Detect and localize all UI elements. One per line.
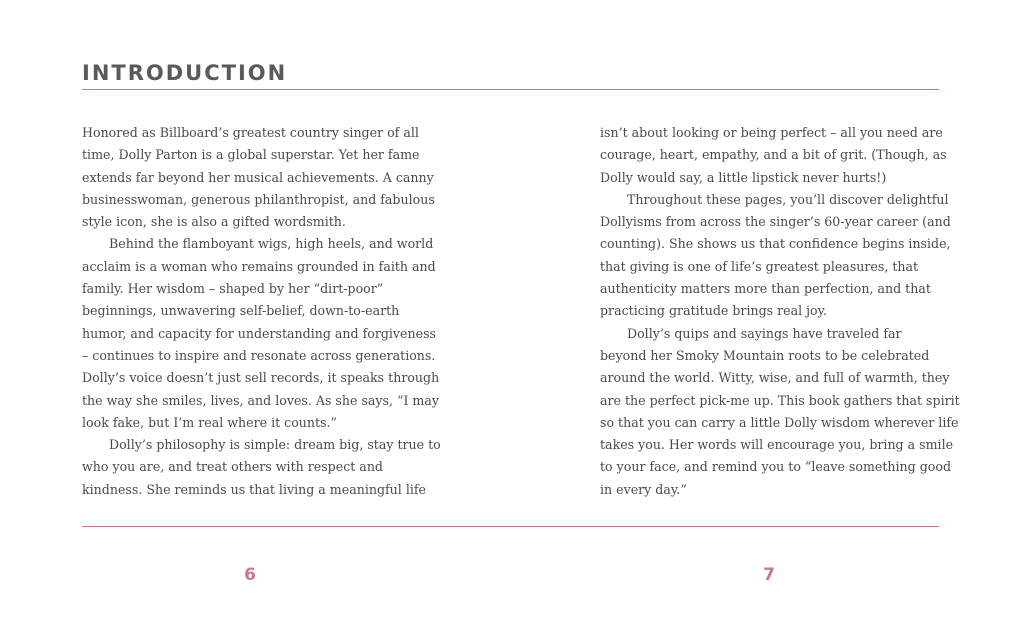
text-line: acclaim is a woman who remains grounded in faith and <box>82 258 436 274</box>
page-title: INTRODUCTION <box>82 61 288 85</box>
text-line: beginnings, unwavering self-belief, down-to-earth <box>82 303 400 319</box>
text-line: counting). She shows us that confidence begins inside, <box>600 236 951 252</box>
text-line: Throughout these pages, you’ll discover delightful <box>627 191 949 207</box>
text-line: the way she smiles, lives, and loves. As she says, “I may <box>82 392 439 408</box>
text-line: Behind the flamboyant wigs, high heels, and world <box>109 236 434 252</box>
text-line: extends far beyond her musical achievements. A canny <box>82 169 434 185</box>
bottom-divider <box>82 526 939 527</box>
text-line: humor, and capacity for understanding and forgiveness <box>82 325 436 341</box>
top-divider <box>82 89 939 90</box>
text-line: Dolly’s quips and sayings have traveled far <box>627 325 902 341</box>
text-line: style icon, she is also a gifted wordsmith. <box>82 214 346 230</box>
text-line: look fake, but I’m real where it counts.” <box>82 414 337 430</box>
text-line: Dolly’s voice doesn’t just sell records, it speaks through <box>82 370 440 386</box>
text-line: Dolly’s philosophy is simple: dream big, stay true to <box>109 437 441 453</box>
text-line: businesswoman, generous philanthropist, and fabulous <box>82 191 435 207</box>
page-number-right: 7 <box>763 565 775 585</box>
text-line: practicing gratitude brings real joy. <box>600 303 828 319</box>
text-line: that giving is one of life’s greatest pleasures, that <box>600 258 919 274</box>
text-line: in every day.” <box>600 481 687 497</box>
text-line: to your face, and remind you to “leave something good <box>600 459 952 475</box>
text-line: – continues to inspire and resonate across generations. <box>82 347 436 363</box>
text-line: courage, heart, empathy, and a bit of grit. (Though, as <box>600 147 947 163</box>
text-line: around the world. Witty, wise, and full of warmth, they <box>600 370 950 386</box>
text-line: isn’t about looking or being perfect – all you need are <box>600 125 943 140</box>
text-line: who you are, and treat others with respect and <box>82 459 383 475</box>
text-line: kindness. She reminds us that living a meaningful life <box>82 481 426 497</box>
text-line: Dollyisms from across the singer’s 60-year career (and <box>600 214 951 230</box>
text-line: beyond her Smoky Mountain roots to be celebrated <box>600 347 930 363</box>
text-line: authenticity matters more than perfection, and that <box>600 281 931 297</box>
right-column <box>600 122 960 501</box>
left-column <box>82 122 441 501</box>
text-line: are the perfect pick-me up. This book gathers that spirit <box>600 392 960 408</box>
text-line: Honored as Billboard’s greatest country singer of all <box>82 125 419 140</box>
text-line: so that you can carry a little Dolly wisdom wherever life <box>600 414 959 430</box>
text-line: Dolly would say, a little lipstick never hurts!) <box>600 169 887 185</box>
page-number-left: 6 <box>244 565 256 585</box>
text-line: takes you. Her words will encourage you, bring a smile <box>600 437 954 453</box>
text-line: family. Her wisdom – shaped by her “dirt-poor” <box>82 281 384 297</box>
text-line: time, Dolly Parton is a global superstar. Yet her fame <box>82 147 420 163</box>
